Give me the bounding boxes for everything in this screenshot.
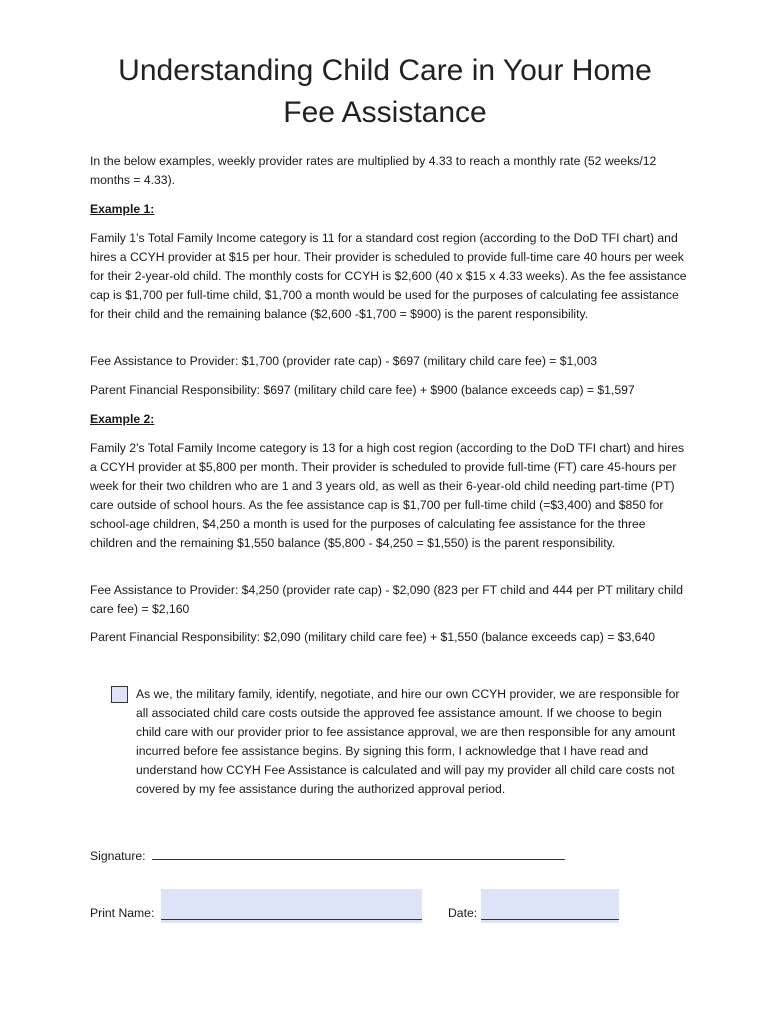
date-field[interactable] xyxy=(481,889,619,923)
example-2-parent-line: Parent Financial Responsibility: $2,090 (military child care fee) + $1,550 (balance exceeds cap) = $3,640 xyxy=(90,630,656,644)
signature-label: Signature: xyxy=(90,849,146,863)
page-title xyxy=(0,50,770,134)
intro-paragraph: In the below examples, weekly provider rates are multiplied by 4.33 to reach a monthly rate (52 weeks/12 months = 4.33). xyxy=(90,154,657,187)
print-name-underline xyxy=(161,919,422,920)
date-underline xyxy=(481,919,619,920)
example-2-body: Family 2’s Total Family Income category is 13 for a high cost region (according to the DoD TFI chart) and hires a CCYH provider at $5,800 per month. Their provider is scheduled to provide full-time (FT) care 45-hours per week for their two children who are 1 and 3 years old, as well as their 6-year-old child needing part-time (PT) care outside of school hours. As the fee assistance cap is $1,700 per full-time child (=$3,400) and $850 for school-age children, $4,250 a month is used for the purposes of calculating fee assistance for the three children and the remaining $1,550 balance ($5,800 - $4,250 = $1,550) is the parent responsibility. xyxy=(90,441,685,550)
title-line-1: Understanding Child Care in Your Home xyxy=(118,54,652,87)
acknowledgement-checkbox[interactable] xyxy=(111,686,128,703)
example-2-heading: Example 2: xyxy=(90,412,155,426)
title-line-2: Fee Assistance xyxy=(283,96,487,129)
print-name-field[interactable] xyxy=(161,889,422,923)
acknowledgement-text: As we, the military family, identify, negotiate, and hire our own CCYH provider, we are responsible for all associated child care costs outside the approved fee assistance amount. If we choose to begin child care with our provider prior to fee assistance approval, we are then responsible for any amount incurred before fee assistance begins. By signing this form, I acknowledge that I have read and understand how CCYH Fee Assistance is calculated and will pay my provider all child care costs not covered by my fee assistance during the authorized approval period. xyxy=(136,687,680,796)
print-name-label: Print Name: xyxy=(90,906,155,920)
example-1-heading: Example 1: xyxy=(90,202,155,216)
date-label: Date: xyxy=(448,906,478,920)
signature-line[interactable] xyxy=(152,846,565,860)
example-1-parent-line: Parent Financial Responsibility: $697 (military child care fee) + $900 (balance exceeds cap) = $1,597 xyxy=(90,383,635,397)
example-1-body: Family 1’s Total Family Income category is 11 for a standard cost region (according to the DoD TFI chart) and hires a CCYH provider at $15 per hour. Their provider is scheduled to provide full-time care 40 hours per week for their 2-year-old child. The monthly costs for CCYH is $2,600 (40 x $15 x 4.33 weeks). As the fee assistance cap is $1,700 per full-time child, $1,700 a month would be used for the purposes of calculating fee assistance for their child and the remaining balance ($2,600 -$1,700 = $900) is the parent responsibility. xyxy=(90,231,687,321)
example-2-provider-line: Fee Assistance to Provider: $4,250 (provider rate cap) - $2,090 (823 per FT child and 444 per PT military child care fee) = $2,160 xyxy=(90,583,683,616)
signature-row xyxy=(90,846,565,866)
example-1-provider-line: Fee Assistance to Provider: $1,700 (provider rate cap) - $697 (military child care fee) = $1,003 xyxy=(90,354,598,368)
